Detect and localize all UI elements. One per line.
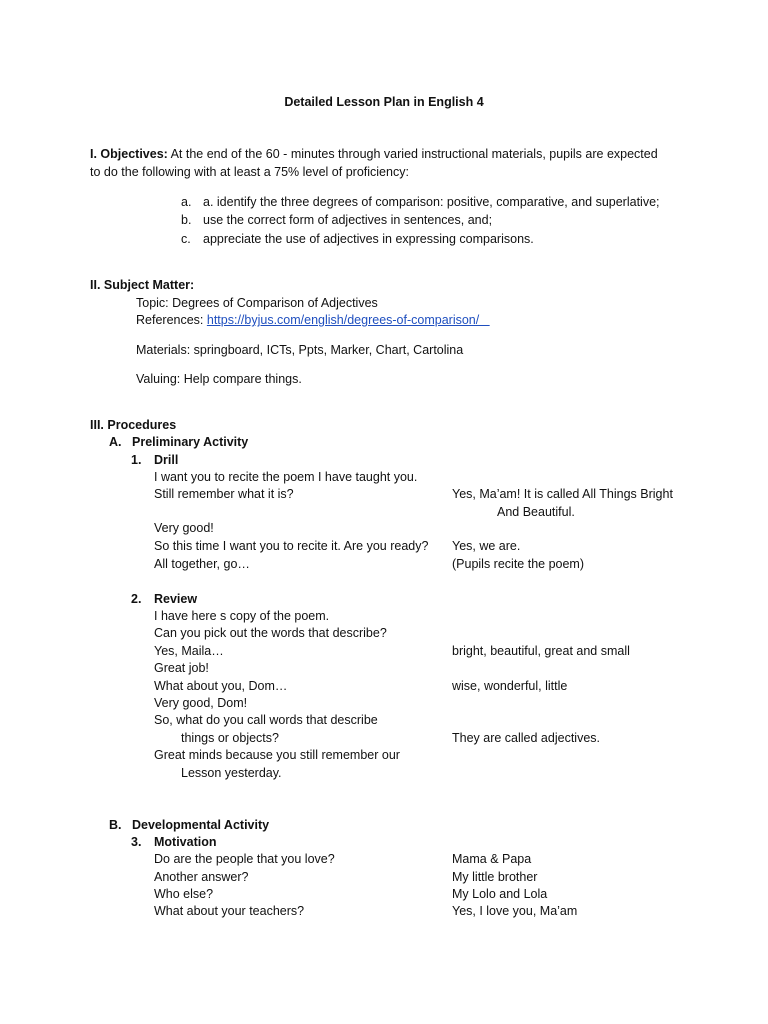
document-title: Detailed Lesson Plan in English 4 [284,95,484,109]
pupil-response: wise, wonderful, little [452,679,568,693]
teacher-line: Very good, Dom! [154,696,248,710]
teacher-line: Lesson yesterday. [181,766,282,780]
objectives-heading: I. Objectives: [90,147,168,161]
objective-marker: c. [181,232,191,246]
references-line [136,312,490,329]
objective-marker: b. [181,213,192,227]
review-marker: 2. [131,592,142,606]
objectives-text-line2: to do the following with at least a 75% level of proficiency: [90,165,409,179]
section-b-title: Developmental Activity [132,818,270,832]
objective-marker: a. [181,195,192,209]
teacher-line: I have here s copy of the poem. [154,609,330,623]
subject-matter-heading: II. Subject Matter: [90,278,195,292]
materials-line: Materials: springboard, ICTs, Ppts, Marker, Chart, Cartolina [136,343,464,357]
pupil-response: Mama & Papa [452,852,532,866]
objective-item: use the correct form of adjectives in sentences, and; [203,213,493,227]
topic-line: Topic: Degrees of Comparison of Adjectives [136,296,378,310]
teacher-line: Who else? [154,887,214,901]
drill-title: Drill [154,453,179,467]
pupil-response: Yes, we are. [452,539,521,553]
teacher-line: Do are the people that you love? [154,852,335,866]
pupil-response: (Pupils recite the poem) [452,557,585,571]
section-a-marker: A. [109,435,122,449]
objective-item: appreciate the use of adjectives in expressing comparisons. [203,232,534,246]
motivation-title: Motivation [154,835,217,849]
pupil-response: My little brother [452,870,538,884]
teacher-line: Can you pick out the words that describe? [154,626,387,640]
teacher-line: Great minds because you still remember our [154,748,400,762]
teacher-line: What about you, Dom… [154,679,288,693]
teacher-line: Yes, Maila… [154,644,224,658]
procedures-heading: III. Procedures [90,418,177,432]
pupil-response: And Beautiful. [497,505,575,519]
pupil-response: They are called adjectives. [452,731,600,745]
pupil-response: bright, beautiful, great and small [452,644,630,658]
teacher-line: Very good! [154,521,214,535]
references-label: References: [136,313,207,327]
pupil-response: My Lolo and Lola [452,887,548,901]
teacher-line: So this time I want you to recite it. Are you ready? [154,539,429,553]
objective-item: a. identify the three degrees of comparison: positive, comparative, and superlative; [203,195,660,209]
review-title: Review [154,592,198,606]
pupil-response: Yes, Ma’am! It is called All Things Bright [452,487,673,501]
valuing-line: Valuing: Help compare things. [136,372,302,386]
section-a-title: Preliminary Activity [132,435,249,449]
teacher-line: I want you to recite the poem I have taught you. [154,470,418,484]
pupil-response: Yes, I love you, Ma’am [452,904,578,918]
drill-marker: 1. [131,453,142,467]
motivation-marker: 3. [131,835,142,849]
teacher-line: So, what do you call words that describe [154,713,378,727]
teacher-line: things or objects? [181,731,279,745]
objectives-text: At the end of the 60 - minutes through varied instructional materials, pupils are expected [167,147,658,161]
teacher-line: Still remember what it is? [154,487,294,501]
teacher-line: Great job! [154,661,209,675]
teacher-line: Another answer? [154,870,249,884]
section-b-marker: B. [109,818,122,832]
references-link[interactable]: https://byjus.com/english/degrees-of-comparison/ [206,313,490,327]
teacher-line: All together, go… [154,557,250,571]
objectives-paragraph [90,146,658,163]
teacher-line: What about your teachers? [154,904,305,918]
